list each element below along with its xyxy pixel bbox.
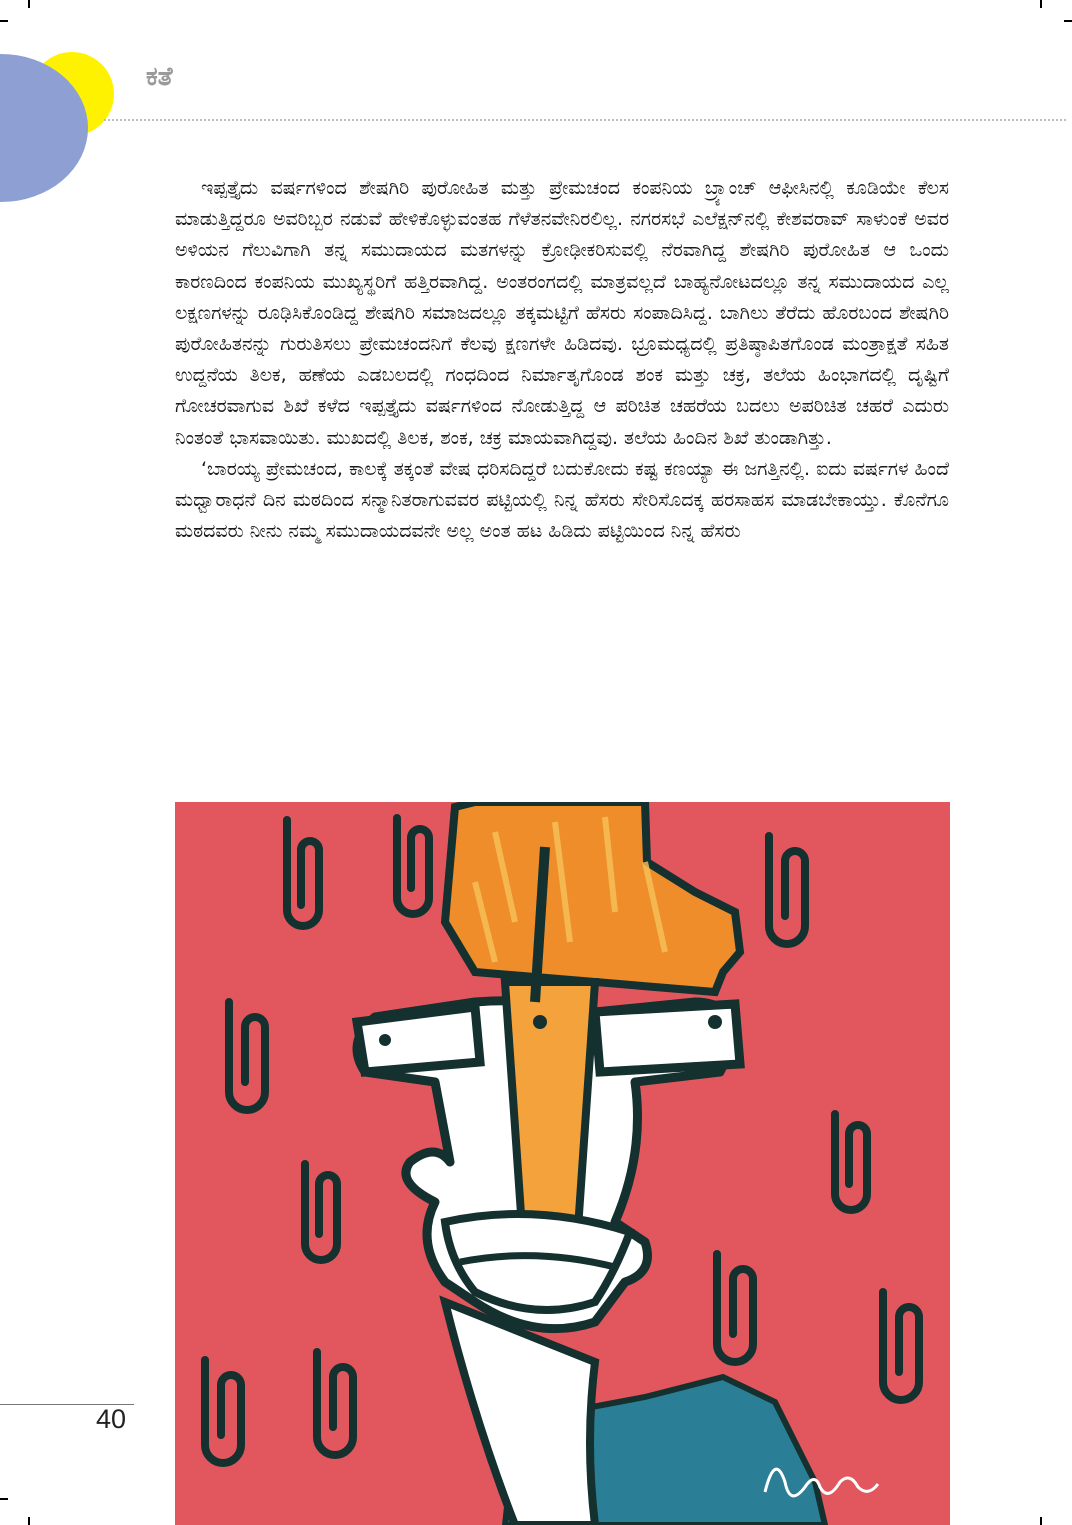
crop-mark <box>0 1498 8 1500</box>
crop-mark <box>1040 1517 1042 1525</box>
left-eye <box>357 1007 480 1072</box>
left-pupil <box>379 1034 391 1046</box>
crop-mark <box>1064 20 1072 22</box>
crop-mark <box>28 0 30 8</box>
story-illustration <box>175 802 950 1525</box>
page-number: 40 <box>96 1404 127 1434</box>
dotted-divider <box>104 119 1066 121</box>
section-title: ಕತೆ <box>146 62 173 92</box>
crop-mark <box>0 20 8 22</box>
right-pupil <box>708 1015 722 1029</box>
story-text <box>175 173 949 547</box>
right-eye <box>595 1004 740 1072</box>
illustration-svg <box>175 802 950 1525</box>
crop-mark <box>28 1517 30 1525</box>
paragraph: ‘ಬಾರಯ್ಯ ಪ್ರೇಮಚಂದ, ಕಾಲಕ್ಕೆ ತಕ್ಕಂತೆ ವೇಷ ಧರಿಸದಿದ್ದರೆ ಬದುಕೋದು ಕಷ್ಟ ಕಣಯ್ಯಾ ಈ ಜಗತ್ತಿನಲ್ಲಿ. ಐದು ವರ್ಷಗಳ ಹಿಂದೆ ಮಧ್ವಾರಾಧನೆ ದಿನ ಮಠದಿಂದ ಸನ್ಮಾನಿತರಾಗುವವರ ಪಟ್ಟಿಯಲ್ಲಿ ನಿನ್ನ ಹೆಸರು ಸೇರಿಸೊದಕ್ಕ ಹರಸಾಹಸ ಮಾಡಬೇಕಾಯ್ತು. ಕೊನೆಗೂ ಮಠದವರು ನೀನು ನಮ್ಮ ಸಮುದಾಯದವನೇ ಅಲ್ಲ ಅಂತ ಹಟ ಹಿಡಿದು ಪಟ್ಟಿಯಿಂದ ನಿನ್ನ ಹೆಸರು <box>175 457 949 543</box>
crop-mark <box>1040 0 1042 8</box>
paragraph: ಇಪ್ಪತ್ತೈದು ವರ್ಷಗಳಿಂದ ಶೇಷಗಿರಿ ಪುರೋಹಿತ ಮತ್ತು ಪ್ರೇಮಚಂದ ಕಂಪನಿಯ ಬ್ರ್ಯಾಂಚ್ ಆಫೀಸಿನಲ್ಲಿ ಕೂಡಿಯೇ ಕೆಲಸ ಮಾಡುತ್ತಿದ್ದರೂ ಅವರಿಬ್ಬರ ನಡುವೆ ಹೇಳಿಕೊಳ್ಳುವಂತಹ ಗೆಳೆತನವೇನಿರಲಿಲ್ಲ. ನಗರಸಭೆ ಎಲೆಕ್ಷನ್‌ನಲ್ಲಿ ಕೇಶವರಾವ್ ಸಾಳುಂಕೆ ಅವರ ಅಳಿಯನ ಗೆಲುವಿಗಾಗಿ ತನ್ನ ಸಮುದಾಯದ ಮತಗಳನ್ನು ಕ್ರೋಢೀಕರಿಸುವಲ್ಲಿ ನೆರವಾಗಿದ್ದ ಶೇಷಗಿರಿ ಪುರೋಹಿತ ಆ ಒಂದು ಕಾರಣದಿಂದ ಕಂಪನಿಯ ಮುಖ್ಯಸ್ಥರಿಗೆ ಹತ್ತಿರವಾಗಿದ್ದ. ಅಂತರಂಗದಲ್ಲಿ ಮಾತ್ರವಲ್ಲದೆ ಬಾಹ್ಯನೋಟದಲ್ಲೂ ತನ್ನ ಸಮುದಾಯದ ಎಲ್ಲ ಲಕ್ಷಣಗಳನ್ನು ರೂಢಿಸಿಕೊಂಡಿದ್ದ ಶೇಷಗಿರಿ ಸಮಾಜದಲ್ಲೂ ತಕ್ಕಮಟ್ಟಿಗೆ ಹೆಸರು ಸಂಪಾದಿಸಿದ್ದ. ಬಾಗಿಲು ತೆರೆದು ಹೊರಬಂದ ಶೇಷಗಿರಿ ಪುರೋಹಿತನನ್ನು ಗುರುತಿಸಲು ಪ್ರೇಮಚಂದನಿಗೆ ಕೆಲವು ಕ್ಷಣಗಳೇ ಹಿಡಿದವು. ಭ್ರೂಮಧ್ಯದಲ್ಲಿ ಪ್ರತಿಷ್ಠಾಪಿತಗೊಂಡ ಮಂತ್ರಾಕ್ಷತೆ ಸಹಿತ ಉದ್ದನೆಯ ತಿಲಕ, ಹಣೆಯ ಎಡಬಲದಲ್ಲಿ ಗಂಧದಿಂದ ನಿರ್ಮಾತೃಗೊಂಡ ಶಂಕ ಮತ್ತು ಚಕ್ರ, ತಲೆಯ ಹಿಂಭಾಗದಲ್ಲಿ ದೃಷ್ಟಿಗೆ ಗೋಚರವಾಗುವ ಶಿಖೆ ಕಳೆದ ಇಪ್ಪತ್ತೈದು ವರ್ಷಗಳಿಂದ ನೋಡುತ್ತಿದ್ದ ಆ ಪರಿಚಿತ ಚಹರೆಯ ಬದಲು ಅಪರಿಚಿತ ಚಹರೆ ಎದುರು ನಿಂತಂತೆ ಭಾಸವಾಯಿತು. ಮುಖದಲ್ಲಿ ತಿಲಕ, ಶಂಕ, ಚಕ್ರ ಮಾಯವಾಗಿದ್ದವು. ತಲೆಯ ಹಿಂದಿನ ಶಿಖೆ ತುಂಡಾಗಿತ್ತು. <box>175 177 949 449</box>
